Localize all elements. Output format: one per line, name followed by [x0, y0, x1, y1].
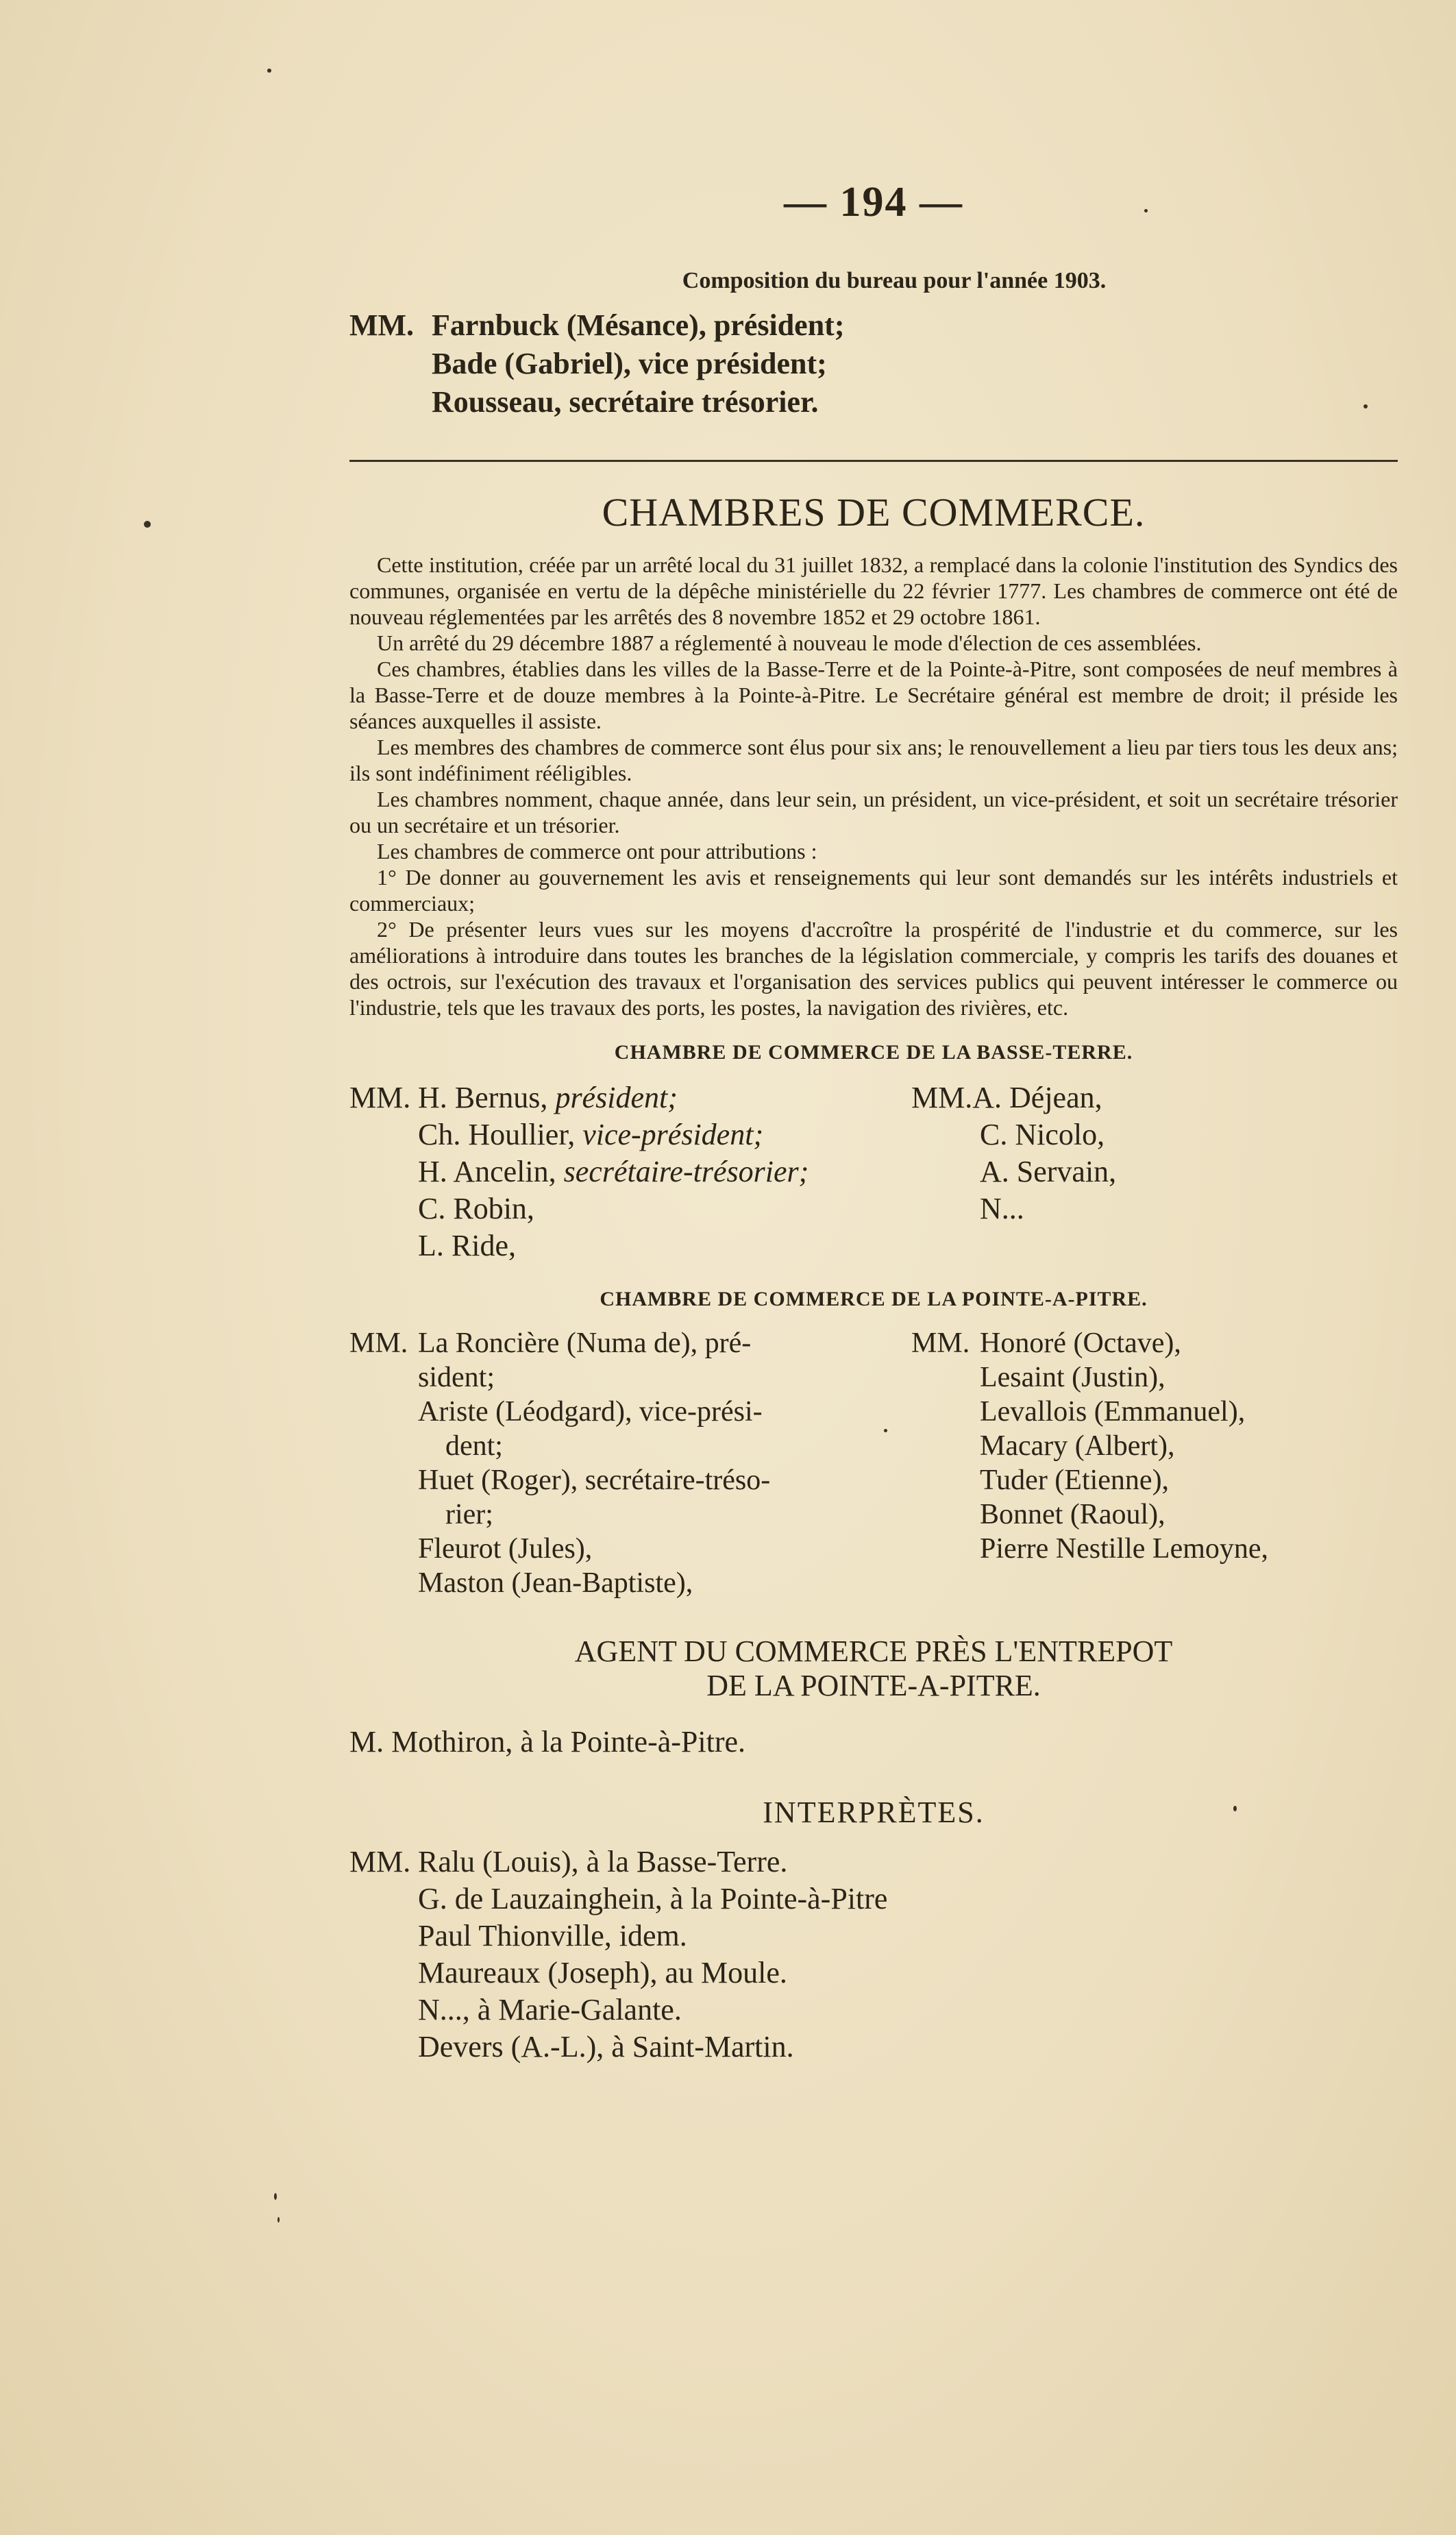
- member-row: Huet (Roger), secrétaire-tréso-: [418, 1465, 771, 1496]
- member-name: La Roncière (Numa de), pré-: [418, 1327, 752, 1359]
- mm-label: MM.: [349, 1845, 411, 1878]
- interpreter-row: Devers (A.-L.), à Saint-Martin.: [418, 2030, 794, 2063]
- members-right-column: [911, 1079, 1398, 1264]
- agent-title: [349, 1634, 1398, 1703]
- chambres-paragraph: Les membres des chambres de commerce sont élus pour six ans; le renouvellement a lieu par tiers tous les deux ans; ils sont indéfiniment rééligibles.: [349, 735, 1398, 785]
- interpreter-name: Ralu (Louis), à la Basse-Terre.: [418, 1845, 788, 1878]
- member-row: Pierre Nestille Lemoyne,: [980, 1533, 1269, 1565]
- chambres-title: CHAMBRES DE COMMERCE.: [602, 490, 1146, 535]
- member-name: A. Déjean,: [972, 1081, 1102, 1114]
- member-row: Macary (Albert),: [980, 1430, 1175, 1462]
- member-name: Ch. Houllier,: [418, 1118, 576, 1151]
- mm-label: MM.: [349, 1327, 408, 1359]
- bureau-member: Farnbuck (Mésance), président;: [432, 308, 845, 342]
- member-row: [911, 1153, 1398, 1190]
- page-content: [349, 178, 1398, 2066]
- chambres-paragraph: 2° De présenter leurs vues sur les moyens d'accroître la prospérité de l'industrie et du commerce, sur les améliorations à introduire dans toutes les branches de la législation commerciale, y compris les tarifs des douanes et des octrois, sur l'exécution des travaux et l'organisation des services publics qui peuvent intéresser le commerce ou l'industrie, tels que les travaux des ports, les postes, la navigation des rivières, etc.: [349, 917, 1398, 1020]
- agent-title-line: DE LA POINTE-A-PITRE.: [706, 1669, 1041, 1702]
- member-row: [911, 1116, 1398, 1153]
- interpreter-row: G. de Lauzainghein, à la Pointe-à-Pitre: [418, 1882, 888, 1915]
- member-row: Maston (Jean-Baptiste),: [418, 1567, 693, 1599]
- chambres-paragraph: Un arrêté du 29 décembre 1887 a réglementé à nouveau le mode d'élection de ces assemblées.: [377, 630, 1202, 655]
- members-right-column: [911, 1326, 1398, 1600]
- member-row: Levallois (Emmanuel),: [980, 1396, 1246, 1428]
- member-row: [349, 1227, 911, 1264]
- chambres-paragraph: Ces chambres, établies dans les villes de la Basse-Terre et de la Pointe-à-Pitre, sont composées de neuf membres à la Basse-Terre et de douze membres à la Pointe-à-Pitre. Le Secrétaire général est membre de droit; il préside les séances auxquelles il assiste.: [349, 657, 1398, 733]
- chambres-paragraph: 1° De donner au gouvernement les avis et renseignements qui leur sont demandés sur les intérêts industriels et commerciaux;: [349, 865, 1398, 916]
- interpreter-row: Paul Thionville, idem.: [418, 1919, 687, 1952]
- member-row: [349, 1079, 911, 1116]
- member-name: N...: [980, 1192, 1024, 1225]
- basse-terre-members: [349, 1079, 1398, 1264]
- member-row: [911, 1079, 1398, 1116]
- member-name: C. Nicolo,: [980, 1118, 1105, 1151]
- chambres-paragraph: Les chambres de commerce ont pour attributions :: [377, 839, 817, 864]
- bureau-line: [349, 306, 1398, 345]
- bureau-member: Bade (Gabriel), vice président;: [432, 347, 827, 380]
- member-row: sident;: [418, 1362, 495, 1393]
- chambres-paragraph: Les chambres nomment, chaque année, dans leur sein, un président, un vice-président, et soit un secrétaire trésorier ou un secrétaire et un trésorier.: [349, 787, 1398, 837]
- agent-title-line: AGENT DU COMMERCE PRÈS L'ENTREPOT: [574, 1634, 1173, 1668]
- specks: [274, 2193, 277, 2200]
- member-row: dent;: [445, 1430, 503, 1462]
- member-row: Fleurot (Jules),: [418, 1533, 593, 1565]
- interpreter-row: Maureaux (Joseph), au Moule.: [418, 1956, 787, 1989]
- agent-entry: M. Mothiron, à la Pointe-à-Pitre.: [349, 1725, 746, 1759]
- mm-label: MM.: [911, 1327, 970, 1359]
- member-name: H. Bernus,: [418, 1081, 548, 1114]
- specks: [277, 2217, 280, 2222]
- mm-label: MM.: [349, 308, 415, 342]
- member-row: Bonnet (Raoul),: [980, 1499, 1165, 1530]
- member-role: vice-président;: [582, 1118, 764, 1151]
- pointe-a-pitre-members: [349, 1326, 1398, 1600]
- member-row: rier;: [445, 1499, 493, 1530]
- interpreter-row: [349, 1844, 1398, 1881]
- member-row: [349, 1153, 911, 1190]
- member-row: Lesaint (Justin),: [980, 1362, 1165, 1393]
- specks: [144, 521, 151, 528]
- members-left-column: [349, 1079, 911, 1264]
- chambres-paragraph: Cette institution, créée par un arrêté local du 31 juillet 1832, a remplacé dans la colonie l'institution des Syndics des communes, organisée en vertu de la dépêche ministérielle du 22 février 1777. Les chambres de commerce ont été de nouveau réglementées par les arrêtés des 8 novembre 1852 et 29 octobre 1861.: [349, 552, 1398, 629]
- bureau-subtitle: Composition du bureau pour l'année 1903.: [682, 268, 1107, 293]
- mm-label: MM.: [911, 1081, 973, 1114]
- member-role: secrétaire-trésorier;: [563, 1155, 809, 1188]
- member-name: A. Servain,: [980, 1155, 1117, 1188]
- section-divider: [349, 460, 1398, 462]
- member-row: [349, 1190, 911, 1227]
- member-row: [911, 1326, 1398, 1360]
- member-row: [911, 1190, 1398, 1227]
- bureau-member: Rousseau, secrétaire trésorier.: [432, 385, 819, 419]
- member-name: H. Ancelin,: [418, 1155, 556, 1188]
- member-row: [349, 1326, 911, 1360]
- interpretes-title: INTERPRÈTES.: [763, 1796, 985, 1829]
- interpretes-list: [349, 1844, 1398, 2066]
- basse-terre-title: CHAMBRE DE COMMERCE DE LA BASSE-TERRE.: [614, 1041, 1133, 1064]
- pointe-a-pitre-title: CHAMBRE DE COMMERCE DE LA POINTE-A-PITRE.: [600, 1288, 1148, 1310]
- page-number: — 194 —: [784, 179, 963, 225]
- members-left-column: [349, 1326, 911, 1600]
- member-row: Ariste (Léodgard), vice-prési-: [418, 1396, 763, 1428]
- member-row: [349, 1116, 911, 1153]
- member-role: président;: [555, 1081, 678, 1114]
- member-name: L. Ride,: [418, 1229, 516, 1262]
- member-name: C. Robin,: [418, 1192, 534, 1225]
- mm-label: MM.: [349, 1081, 411, 1114]
- interpreter-row: N..., à Marie-Galante.: [418, 1993, 682, 2026]
- member-row: Tuder (Etienne),: [980, 1465, 1170, 1496]
- specks: [267, 69, 271, 73]
- member-name: Honoré (Octave),: [980, 1327, 1181, 1359]
